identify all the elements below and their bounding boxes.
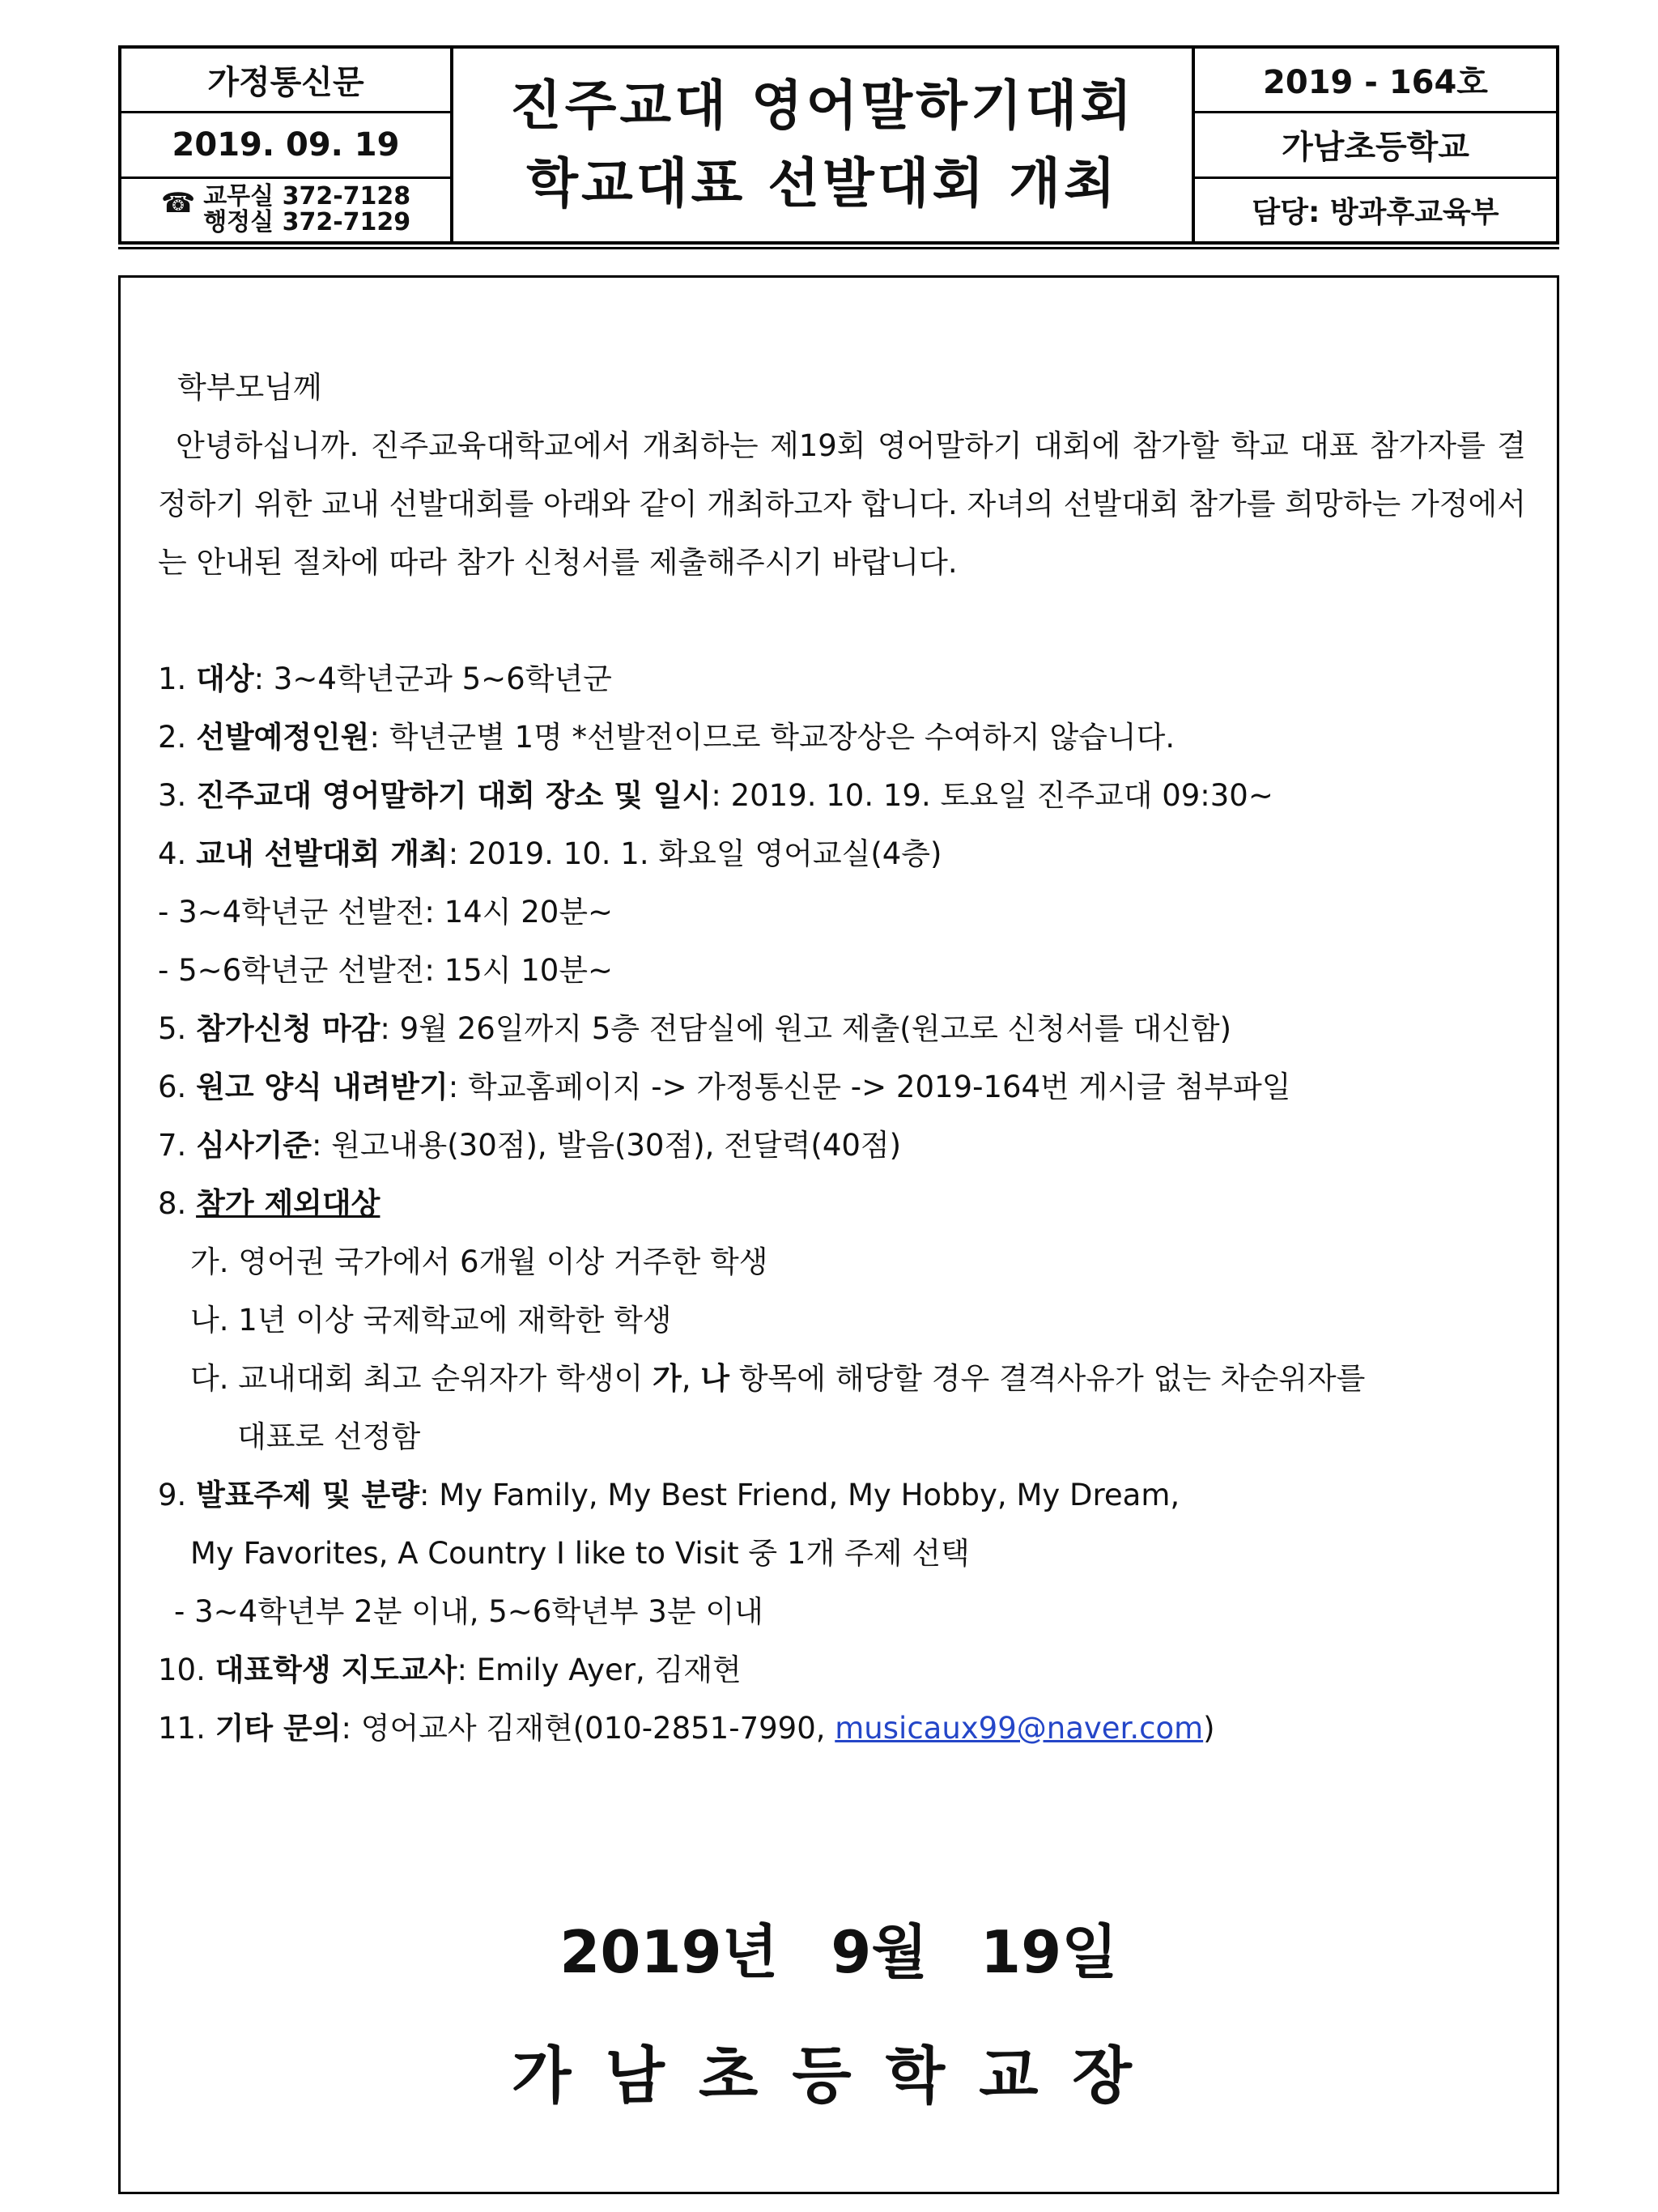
intro-paragraph: 안녕하십니까. 진주교육대학교에서 개최하는 제19회 영어말하기 대회에 참가할 학교 대표 참가자를 결정하기 위한 교내 선발대회를 아래와 같이 개최하고자 합니다. 자녀의 선발대회 참가를 희망하는 가정에서는 안내된 절차에 따라 참가 신청서를 제출해주시기 바랍니다.: [158, 428, 1526, 580]
list-sub-item-continued: 대표로 선정함: [237, 1419, 421, 1454]
header-right-column: [1192, 49, 1556, 241]
staff-in-charge: 담당: 방과후교육부: [1252, 195, 1499, 229]
header-left-column: [121, 49, 453, 241]
list-item: 10. 대표학생 지도교사: Emily Ayer, 김재현: [158, 1653, 742, 1687]
newsletter-date: 2019. 09. 19: [121, 113, 450, 178]
list-item: 6. 원고 양식 내려받기: 학교홈페이지 -> 가정통신문 -> 2019-164번 게시글 첨부파일: [158, 1070, 1291, 1104]
issue-number: 2019 - 164호: [1195, 49, 1556, 113]
principal-signature: 가남초등학교장: [512, 2040, 1166, 2112]
greeting: 학부모님께: [177, 370, 322, 405]
newsletter-header: [118, 45, 1559, 245]
letter-content: [158, 359, 1526, 1758]
list-item: 2. 선발예정인원: 학년군별 1명 *선발전이므로 학교장상은 수여하지 않습니다.: [158, 720, 1175, 755]
contact-line-admin: 행정실 372-7129: [203, 208, 411, 237]
contact-info: [121, 179, 450, 241]
newsletter-label: 가정통신문: [121, 49, 450, 113]
list-item: 1. 대상: 3~4학년군과 5~6학년군: [158, 661, 612, 696]
info-list: [158, 650, 1526, 1758]
title-line-2: 학교대표 선발대회 개최: [526, 152, 1119, 215]
list-item: 3. 진주교대 영어말하기 대회 장소 및 일시: 2019. 10. 19. 토요일 진주교대 09:30~: [158, 778, 1273, 813]
email-link[interactable]: musicaux99@naver.com: [835, 1711, 1204, 1746]
list-sub-item: - 3~4학년군 선발전: 14시 20분~: [158, 895, 614, 929]
telephone-icon: ☎: [160, 186, 196, 219]
contact-line-office: 교무실 372-7128: [203, 182, 411, 211]
list-sub-item: - 3~4학년부 2분 이내, 5~6학년부 3분 이내: [174, 1594, 763, 1629]
list-sub-item: 다. 교내대회 최고 순위자가 학생이 가, 나 항목에 해당할 경우 결격사유가 없는 차순위자를: [190, 1361, 1366, 1396]
header-title: [453, 49, 1192, 241]
list-sub-item: 가. 영어권 국가에서 6개월 이상 거주한 학생: [190, 1244, 768, 1279]
list-sub-item: - 5~6학년군 선발전: 15시 10분~: [158, 953, 614, 988]
list-item: 7. 심사기준: 원고내용(30점), 발음(30점), 전달력(40점): [158, 1128, 902, 1163]
list-sub-item: 나. 1년 이상 국제학교에 재학한 학생: [190, 1303, 672, 1338]
list-item: 4. 교내 선발대회 개최: 2019. 10. 1. 화요일 영어교실(4층): [158, 836, 942, 871]
list-item: 5. 참가신청 마감: 9월 26일까지 5층 전담실에 원고 제출(원고로 신청서를 대신함): [158, 1011, 1232, 1046]
main-body: [118, 275, 1559, 2194]
list-item: 9. 발표주제 및 분량: My Family, My Best Friend, My Hobby, My Dream,: [158, 1478, 1180, 1512]
school-name: 가남초등학교: [1195, 113, 1556, 178]
issue-date-footer: 2019년 9월 19일: [559, 1918, 1118, 1986]
list-item: 8. 참가 제외대상: [158, 1186, 380, 1221]
list-item: 11. 기타 문의: 영어교사 김재현(010-2851-7990, musicaux99@naver.com): [158, 1711, 1215, 1746]
title-line-1: 진주교대 영어말하기대회: [509, 74, 1136, 137]
list-item-continued: My Favorites, A Country I like to Visit 중 1개 주제 선택: [190, 1536, 970, 1571]
